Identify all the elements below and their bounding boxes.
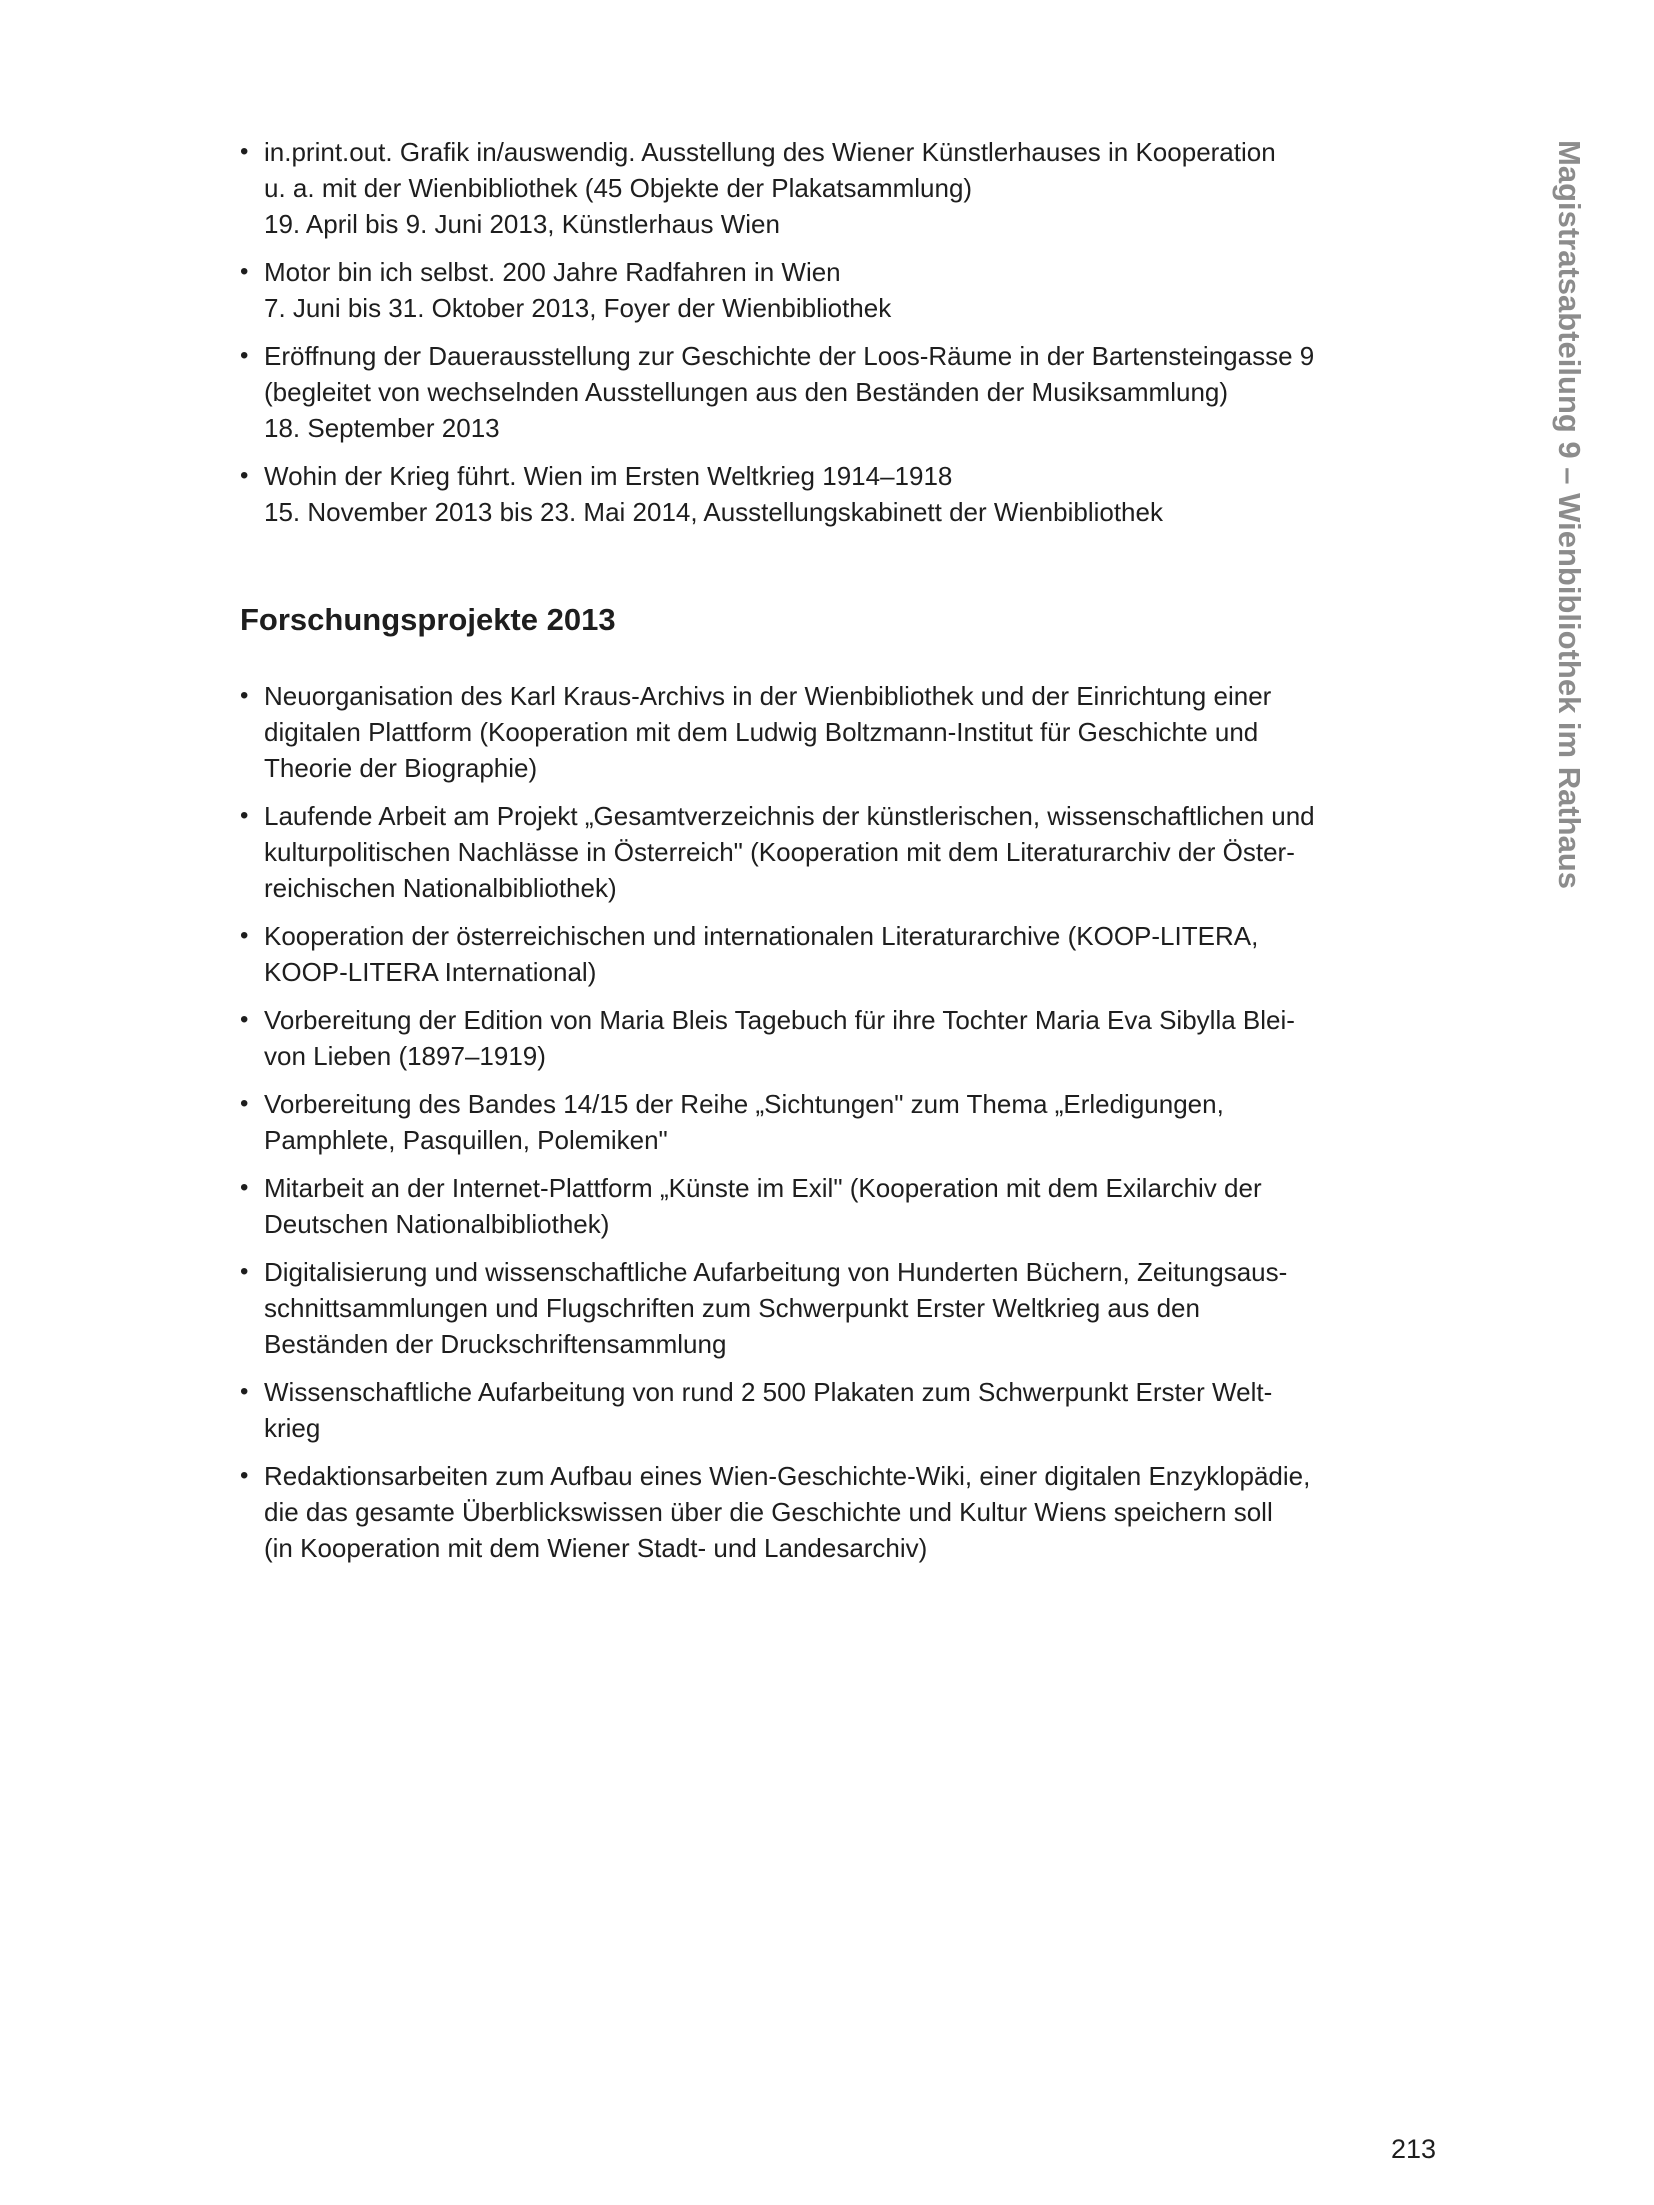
list-item-line: schnittsammlungen und Flugschriften zum Schwerpunkt Erster Weltkrieg aus den xyxy=(264,1293,1200,1323)
list-item-line: • Neuorganisation des Karl Kraus-Archivs in der Wienbibliothek und der Einrichtung einer xyxy=(264,681,1272,711)
list-item-line: • in.print.out. Grafik in/auswendig. Ausstellung des Wiener Künstlerhauses in Kooperation xyxy=(264,137,1276,167)
list-item-line: u. a. mit der Wienbibliothek (45 Objekte der Plakatsammlung) xyxy=(264,173,973,203)
list-item xyxy=(240,1170,1465,1242)
list-item xyxy=(240,1086,1465,1158)
list-item xyxy=(240,458,1465,530)
running-header-vertical: Magistratsabteilung 9 – Wienbibliothek im Rathaus xyxy=(1552,140,1587,890)
list-item-line: • Wissenschaftliche Aufarbeitung von rund 2 500 Plakaten zum Schwerpunkt Erster Welt- xyxy=(264,1377,1273,1407)
list-item-line: Beständen der Druckschriftensammlung xyxy=(264,1329,727,1359)
list-item xyxy=(240,1458,1465,1566)
list-item xyxy=(240,338,1465,446)
list-item-line: 18. September 2013 xyxy=(264,413,500,443)
list-item xyxy=(240,134,1465,242)
list-item-line: Pamphlete, Pasquillen, Polemiken" xyxy=(264,1125,668,1155)
list-item-line: reichischen Nationalbibliothek) xyxy=(264,873,617,903)
list-item-line: die das gesamte Überblickswissen über die Geschichte und Kultur Wiens speichern soll xyxy=(264,1497,1273,1527)
list-item-line: • Vorbereitung des Bandes 14/15 der Reihe „Sichtungen" zum Thema „Erledigungen, xyxy=(264,1089,1224,1119)
exhibition-list xyxy=(240,134,1465,530)
list-item-line: • Digitalisierung und wissenschaftliche Aufarbeitung von Hunderten Büchern, Zeitungsaus- xyxy=(264,1257,1288,1287)
list-item-line: (begleitet von wechselnden Ausstellungen aus den Beständen der Musiksammlung) xyxy=(264,377,1229,407)
list-item xyxy=(240,1254,1465,1362)
list-item-line: (in Kooperation mit dem Wiener Stadt- und Landesarchiv) xyxy=(264,1533,928,1563)
list-item xyxy=(240,254,1465,326)
list-item-line: • Wohin der Krieg führt. Wien im Ersten Weltkrieg 1914–1918 xyxy=(264,461,953,491)
list-item xyxy=(240,918,1465,990)
list-item-line: • Motor bin ich selbst. 200 Jahre Radfahren in Wien xyxy=(264,257,841,287)
section-heading: Forschungsprojekte 2013 xyxy=(240,602,616,637)
list-item-line: digitalen Plattform (Kooperation mit dem Ludwig Boltzmann-Institut für Geschichte und xyxy=(264,717,1259,747)
list-item-line: • Eröffnung der Dauerausstellung zur Geschichte der Loos-Räume in der Bartensteingasse 9 xyxy=(264,341,1315,371)
list-item-line: Theorie der Biographie) xyxy=(264,753,538,783)
list-item xyxy=(240,678,1465,786)
list-item-line: 7. Juni bis 31. Oktober 2013, Foyer der Wienbibliothek xyxy=(264,293,892,323)
list-item-line: KOOP-LITERA International) xyxy=(264,957,597,987)
list-item-line: Deutschen Nationalbibliothek) xyxy=(264,1209,610,1239)
list-item xyxy=(240,1002,1465,1074)
list-item-line: krieg xyxy=(264,1413,321,1443)
list-item-line: • Mitarbeit an der Internet-Plattform „Künste im Exil" (Kooperation mit dem Exilarchiv der xyxy=(264,1173,1262,1203)
list-item-line: von Lieben (1897–1919) xyxy=(264,1041,546,1071)
list-item xyxy=(240,1374,1465,1446)
list-item-line: 19. April bis 9. Juni 2013, Künstlerhaus Wien xyxy=(264,209,780,239)
list-item xyxy=(240,798,1465,906)
list-item-line: 15. November 2013 bis 23. Mai 2014, Ausstellungskabinett der Wienbibliothek xyxy=(264,497,1163,527)
list-item-line: • Vorbereitung der Edition von Maria Bleis Tagebuch für ihre Tochter Maria Eva Sibylla Blei- xyxy=(264,1005,1295,1035)
list-item-line: • Laufende Arbeit am Projekt „Gesamtverzeichnis der künstlerischen, wissenschaftlichen und xyxy=(264,801,1315,831)
page-content xyxy=(240,134,1465,1578)
list-item-line: kulturpolitischen Nachlässe in Österreich" (Kooperation mit dem Literaturarchiv der Öster- xyxy=(264,837,1295,867)
list-item-line: • Kooperation der österreichischen und internationalen Literaturarchive (KOOP-LITERA, xyxy=(264,921,1259,951)
research-list xyxy=(240,678,1465,1566)
page-number: 213 xyxy=(1390,2134,1436,2164)
list-item-line: • Redaktionsarbeiten zum Aufbau eines Wien-Geschichte-Wiki, einer digitalen Enzyklopädie, xyxy=(264,1461,1311,1491)
